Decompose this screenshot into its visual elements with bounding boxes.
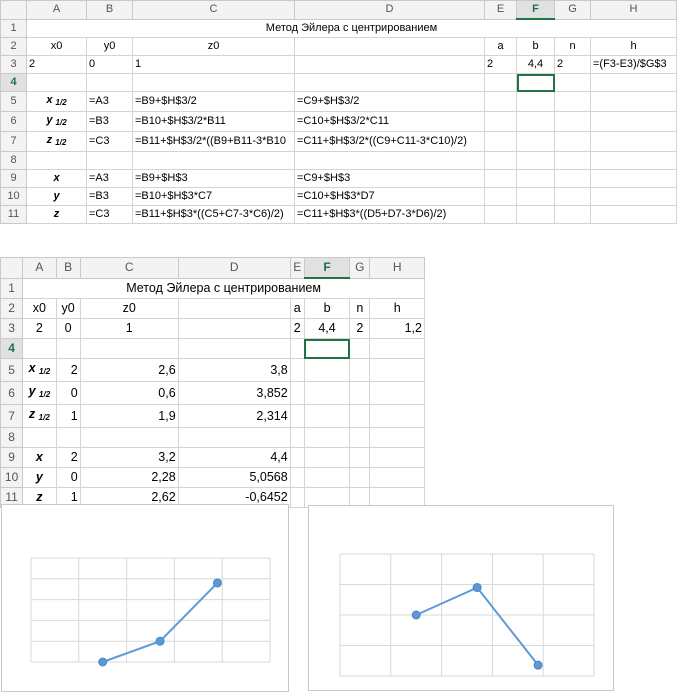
cell-g7[interactable] <box>555 132 591 152</box>
cell-e9[interactable] <box>485 170 517 188</box>
cell-c10[interactable]: 2,28 <box>80 468 178 488</box>
cell-g8[interactable] <box>555 152 591 170</box>
row-header[interactable]: 1 <box>1 19 27 38</box>
cell-b7[interactable]: 1 <box>56 405 80 428</box>
row-header[interactable]: 5 <box>1 359 23 382</box>
cell-g10[interactable] <box>555 188 591 206</box>
column-header-c[interactable]: C <box>80 258 178 279</box>
cell-f6[interactable] <box>304 382 349 405</box>
column-header-b[interactable]: B <box>56 258 80 279</box>
cell-g3[interactable]: 2 <box>350 319 370 339</box>
row-header[interactable]: 8 <box>1 428 23 448</box>
cell-c8[interactable] <box>80 428 178 448</box>
row-header[interactable]: 11 <box>1 488 23 508</box>
cell-b3[interactable]: 0 <box>56 319 80 339</box>
cell-d3[interactable] <box>178 319 290 339</box>
cell-d6[interactable]: 3,852 <box>178 382 290 405</box>
row-header[interactable]: 10 <box>1 188 27 206</box>
cell-g6[interactable] <box>555 112 591 132</box>
cell-c3[interactable]: 1 <box>80 319 178 339</box>
label-z-half[interactable] <box>23 405 56 428</box>
cell-b10[interactable]: =B3 <box>87 188 133 206</box>
cell-e2[interactable]: a <box>485 38 517 56</box>
cell-b10[interactable]: 0 <box>56 468 80 488</box>
cell-h8[interactable] <box>370 428 425 448</box>
cell-f11[interactable] <box>517 206 555 224</box>
cell-h4[interactable] <box>370 339 425 359</box>
cell-g4[interactable] <box>555 74 591 92</box>
cell-b5[interactable]: =A3 <box>87 92 133 112</box>
label-subscript: 1/2 <box>39 367 51 376</box>
cell-h6[interactable] <box>370 382 425 405</box>
cell-f3[interactable]: 4,4 <box>304 319 349 339</box>
cell-f10[interactable] <box>304 468 349 488</box>
cell-e4[interactable] <box>290 339 304 359</box>
cell-e2[interactable]: a <box>290 299 304 319</box>
label-subscript: 1/2 <box>55 118 67 127</box>
cell-e8[interactable] <box>290 428 304 448</box>
cell-h2[interactable]: h <box>370 299 425 319</box>
active-cell-f4[interactable] <box>304 339 349 359</box>
label-subscript: 1/2 <box>38 413 50 422</box>
cell-c10[interactable]: =B10+$H$3*C7 <box>133 188 295 206</box>
cell-g11[interactable] <box>555 206 591 224</box>
cell-g2[interactable]: n <box>555 38 591 56</box>
cell-c4[interactable] <box>133 74 295 92</box>
label-y[interactable]: y <box>27 188 87 206</box>
cell-h5[interactable] <box>591 92 677 112</box>
cell-d7[interactable]: 2,314 <box>178 405 290 428</box>
cell-d9[interactable]: 4,4 <box>178 448 290 468</box>
row-header[interactable]: 5 <box>1 92 27 112</box>
cell-c6[interactable]: =B10+$H$3/2*B11 <box>133 112 295 132</box>
series-line <box>416 588 538 666</box>
cell-d5[interactable]: 3,8 <box>178 359 290 382</box>
column-header-f[interactable]: F <box>517 1 555 20</box>
cell-b3[interactable]: 0 <box>87 56 133 74</box>
cell-f5[interactable] <box>304 359 349 382</box>
cell-h5[interactable] <box>370 359 425 382</box>
cell-g5[interactable] <box>555 92 591 112</box>
cell-e10[interactable] <box>485 188 517 206</box>
row-header[interactable]: 1 <box>1 278 23 299</box>
cell-e3[interactable]: 2 <box>290 319 304 339</box>
cell-d8[interactable] <box>295 152 485 170</box>
cell-e11[interactable] <box>290 488 304 508</box>
row-header[interactable]: 4 <box>1 74 27 92</box>
column-header-h[interactable]: H <box>591 1 677 20</box>
label-y-half[interactable] <box>23 382 56 405</box>
cell-c2[interactable]: z0 <box>133 38 295 56</box>
cell-d6[interactable]: =C10+$H$3/2*C11 <box>295 112 485 132</box>
cell-b4[interactable] <box>87 74 133 92</box>
cell-e7[interactable] <box>290 405 304 428</box>
cell-h7[interactable] <box>591 132 677 152</box>
cell-b11[interactable]: =C3 <box>87 206 133 224</box>
cell-b2[interactable]: y0 <box>56 299 80 319</box>
column-header-a[interactable]: A <box>27 1 87 20</box>
cell-e6[interactable] <box>485 112 517 132</box>
cell-d4[interactable] <box>178 339 290 359</box>
label-z[interactable]: z <box>23 488 56 508</box>
label-subscript: 1/2 <box>39 390 51 399</box>
cell-h3[interactable]: 1,2 <box>370 319 425 339</box>
cell-d11[interactable]: =C11+$H$3*((D5+D7-3*D6)/2) <box>295 206 485 224</box>
cell-h4[interactable] <box>591 74 677 92</box>
cell-g5[interactable] <box>350 359 370 382</box>
label-y[interactable]: y <box>23 468 56 488</box>
cell-b7[interactable]: =C3 <box>87 132 133 152</box>
cell-a3[interactable]: 2 <box>27 56 87 74</box>
row-header[interactable]: 8 <box>1 152 27 170</box>
cell-f8[interactable] <box>517 152 555 170</box>
values-sheet[interactable] <box>0 257 425 508</box>
sheet-title[interactable]: Метод Эйлера с центрированием <box>23 278 425 299</box>
label-x[interactable]: x <box>23 448 56 468</box>
cell-c4[interactable] <box>80 339 178 359</box>
cell-a8[interactable] <box>27 152 87 170</box>
cell-h8[interactable] <box>591 152 677 170</box>
row-header[interactable]: 3 <box>1 319 23 339</box>
cell-b6[interactable]: =B3 <box>87 112 133 132</box>
cell-e5[interactable] <box>485 92 517 112</box>
data-point <box>412 611 420 619</box>
column-header-e[interactable]: E <box>485 1 517 20</box>
cell-g9[interactable] <box>555 170 591 188</box>
column-header-g[interactable]: G <box>555 1 591 20</box>
row-header[interactable]: 7 <box>1 132 27 152</box>
data-point <box>473 584 481 592</box>
cell-f5[interactable] <box>517 92 555 112</box>
cell-f9[interactable] <box>304 448 349 468</box>
cell-b6[interactable]: 0 <box>56 382 80 405</box>
cell-c6[interactable]: 0,6 <box>80 382 178 405</box>
sheet-title[interactable]: Метод Эйлера с центрированием <box>27 19 677 38</box>
cell-h3[interactable]: =(F3-E3)/$G$3 <box>591 56 677 74</box>
cell-c7[interactable]: 1,9 <box>80 405 178 428</box>
cell-c9[interactable]: 3,2 <box>80 448 178 468</box>
cell-d9[interactable]: =C9+$H$3 <box>295 170 485 188</box>
label-subscript: 1/2 <box>55 138 67 147</box>
chart-z-plot <box>309 506 613 690</box>
cell-b5[interactable]: 2 <box>56 359 80 382</box>
select-all-corner[interactable] <box>1 1 27 20</box>
formula-sheet[interactable] <box>0 0 677 224</box>
select-all-corner[interactable] <box>1 258 23 279</box>
cell-b11[interactable]: 1 <box>56 488 80 508</box>
cell-c8[interactable] <box>133 152 295 170</box>
label-letter: y <box>28 384 36 398</box>
label-x[interactable]: x <box>27 170 87 188</box>
cell-c5[interactable]: 2,6 <box>80 359 178 382</box>
cell-d2[interactable] <box>178 299 290 319</box>
column-header-h[interactable]: H <box>370 258 425 279</box>
label-letter: x <box>28 361 36 375</box>
column-header-d[interactable]: D <box>295 1 485 20</box>
column-header-e[interactable]: E <box>290 258 304 279</box>
label-z-half[interactable] <box>27 132 87 152</box>
cell-h7[interactable] <box>370 405 425 428</box>
row-header[interactable]: 2 <box>1 299 23 319</box>
column-header-g[interactable]: G <box>350 258 370 279</box>
cell-g7[interactable] <box>350 405 370 428</box>
label-letter: y <box>46 114 53 126</box>
cell-e8[interactable] <box>485 152 517 170</box>
row-header[interactable]: 6 <box>1 382 23 405</box>
cell-d10[interactable]: =C10+$H$3*D7 <box>295 188 485 206</box>
cell-g9[interactable] <box>350 448 370 468</box>
cell-c2[interactable]: z0 <box>80 299 178 319</box>
label-x-half[interactable] <box>23 359 56 382</box>
cell-e5[interactable] <box>290 359 304 382</box>
cell-g2[interactable]: n <box>350 299 370 319</box>
cell-e4[interactable] <box>485 74 517 92</box>
row-header[interactable]: 10 <box>1 468 23 488</box>
cell-f8[interactable] <box>304 428 349 448</box>
row-header[interactable]: 4 <box>1 339 23 359</box>
chart-y-line[interactable] <box>1 504 289 692</box>
cell-a8[interactable] <box>23 428 56 448</box>
cell-h11[interactable] <box>591 206 677 224</box>
cell-f9[interactable] <box>517 170 555 188</box>
cell-f7[interactable] <box>517 132 555 152</box>
cell-b8[interactable] <box>87 152 133 170</box>
row-header[interactable]: 9 <box>1 448 23 468</box>
row-header[interactable]: 2 <box>1 38 27 56</box>
cell-h10[interactable] <box>370 468 425 488</box>
cell-a2[interactable]: x0 <box>27 38 87 56</box>
cell-c9[interactable]: =B9+$H$3 <box>133 170 295 188</box>
cell-h9[interactable] <box>591 170 677 188</box>
cell-d11[interactable]: -0,6452 <box>178 488 290 508</box>
cell-b4[interactable] <box>56 339 80 359</box>
cell-e9[interactable] <box>290 448 304 468</box>
row-header[interactable]: 3 <box>1 56 27 74</box>
cell-g4[interactable] <box>350 339 370 359</box>
label-x-half[interactable] <box>27 92 87 112</box>
cell-f6[interactable] <box>517 112 555 132</box>
row-header[interactable]: 7 <box>1 405 23 428</box>
cell-d5[interactable]: =C9+$H$3/2 <box>295 92 485 112</box>
cell-b8[interactable] <box>56 428 80 448</box>
cell-h10[interactable] <box>591 188 677 206</box>
label-z[interactable]: z <box>27 206 87 224</box>
cell-e6[interactable] <box>290 382 304 405</box>
data-point <box>99 658 107 666</box>
cell-c11[interactable]: 2,62 <box>80 488 178 508</box>
label-letter: x <box>46 94 53 106</box>
series-line <box>103 583 218 662</box>
cell-b9[interactable]: 2 <box>56 448 80 468</box>
cell-c11[interactable]: =B11+$H$3*((C5+C7-3*C6)/2) <box>133 206 295 224</box>
cell-e7[interactable] <box>485 132 517 152</box>
cell-f7[interactable] <box>304 405 349 428</box>
row-header[interactable]: 6 <box>1 112 27 132</box>
cell-f10[interactable] <box>517 188 555 206</box>
row-header[interactable]: 11 <box>1 206 27 224</box>
cell-h2[interactable]: h <box>591 38 677 56</box>
cell-b9[interactable]: =A3 <box>87 170 133 188</box>
cell-c5[interactable]: =B9+$H$3/2 <box>133 92 295 112</box>
data-point <box>213 579 221 587</box>
cell-a4[interactable] <box>23 339 56 359</box>
cell-h6[interactable] <box>591 112 677 132</box>
chart-y-plot <box>2 505 288 691</box>
cell-g10[interactable] <box>350 468 370 488</box>
column-header-f[interactable]: F <box>304 258 349 279</box>
cell-d4[interactable] <box>295 74 485 92</box>
cell-a4[interactable] <box>27 74 87 92</box>
cell-g8[interactable] <box>350 428 370 448</box>
column-header-c[interactable]: C <box>133 1 295 20</box>
chart-z-line[interactable] <box>308 505 614 691</box>
cell-a3[interactable]: 2 <box>23 319 56 339</box>
data-point <box>156 637 164 645</box>
cell-g3[interactable]: 2 <box>555 56 591 74</box>
cell-d8[interactable] <box>178 428 290 448</box>
cell-d10[interactable]: 5,0568 <box>178 468 290 488</box>
cell-d7[interactable]: =C11+$H$3/2*((C9+C11-3*C10)/2) <box>295 132 485 152</box>
cell-c3[interactable]: 1 <box>133 56 295 74</box>
cell-e3[interactable]: 2 <box>485 56 517 74</box>
label-y-half[interactable] <box>27 112 87 132</box>
cell-d2[interactable] <box>295 38 485 56</box>
active-cell-f4[interactable] <box>517 74 555 92</box>
cell-e11[interactable] <box>485 206 517 224</box>
column-header-d[interactable]: D <box>178 258 290 279</box>
label-letter: z <box>46 134 53 146</box>
label-letter: z <box>28 407 36 421</box>
cell-f2[interactable]: b <box>517 38 555 56</box>
data-point <box>534 661 542 669</box>
cell-d3[interactable] <box>295 56 485 74</box>
column-header-a[interactable]: A <box>23 258 56 279</box>
cell-b2[interactable]: y0 <box>87 38 133 56</box>
row-header[interactable]: 9 <box>1 170 27 188</box>
label-subscript: 1/2 <box>55 98 67 107</box>
cell-h9[interactable] <box>370 448 425 468</box>
cell-c7[interactable]: =B11+$H$3/2*((B9+B11-3*B10 <box>133 132 295 152</box>
cell-g6[interactable] <box>350 382 370 405</box>
column-header-b[interactable]: B <box>87 1 133 20</box>
cell-a2[interactable]: x0 <box>23 299 56 319</box>
cell-e10[interactable] <box>290 468 304 488</box>
cell-f2[interactable]: b <box>304 299 349 319</box>
cell-f3[interactable]: 4,4 <box>517 56 555 74</box>
